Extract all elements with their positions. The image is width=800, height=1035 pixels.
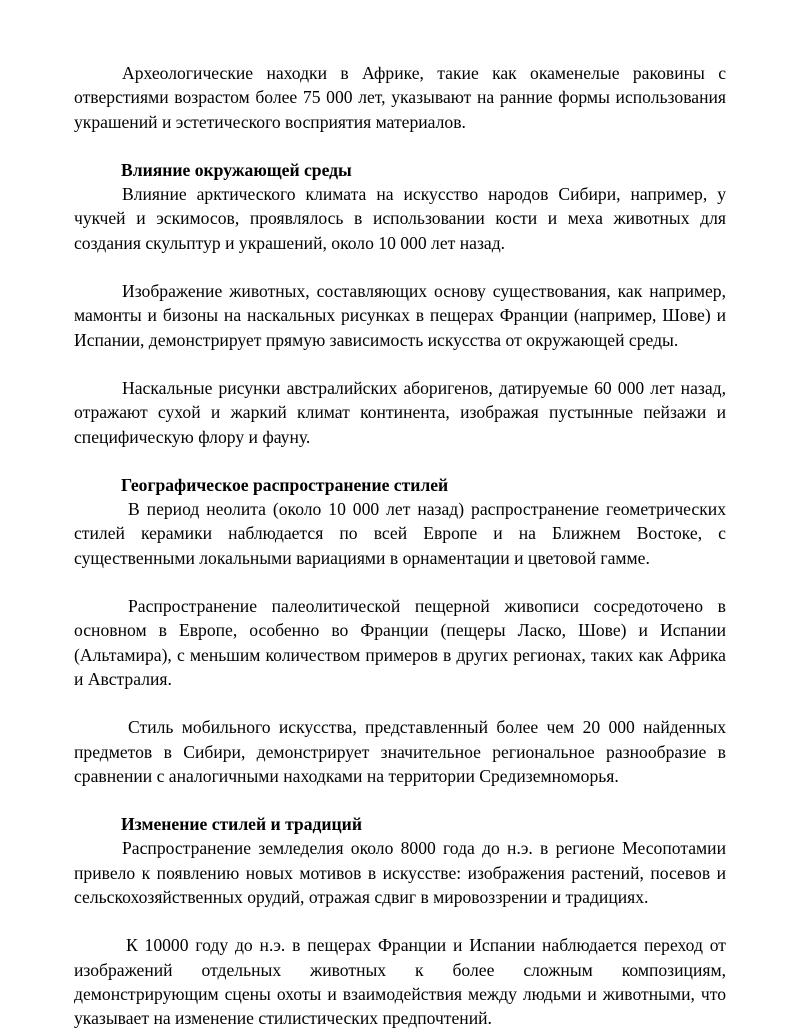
paragraph-mobile-art: Стиль мобильного искусства, представленный более чем 20 000 найденных предметов в Сибири, демонстрирует значительное региональное разнообразие в сравнении с аналогичными находками на территории Средиземноморья. (74, 717, 726, 786)
paragraph-african-finds: Археологические находки в Африке, такие как окаменелые раковины с отверстиями возрастом более 75 000 лет, указывают на ранние формы использования украшений и эстетического восприятия материалов. (74, 63, 726, 132)
paragraph-composition-shift: К 10000 году до н.э. в пещерах Франции и Испании наблюдается переход от изображений отдельных животных к более сложным композициям, демонстрирующим сцены охоты и взаимодействия между людьми и животными, что указывает на изменение стилистических предпочтений. (74, 935, 726, 1029)
paragraph-animal-images: Изображение животных, составляющих основу существования, как например, мамонты и бизоны на наскальных рисунках в пещерах Франции (например, Шове) и Испании, демонстрирует прямую зависимость искусства от окружающей среды. (74, 281, 726, 350)
paragraph-arctic-climate: Влияние арктического климата на искусство народов Сибири, например, у чукчей и эскимосов, проявлялось в использовании кости и меха животных для создания скульптур и украшений, около 10 000 лет назад. (74, 184, 726, 253)
heading-style-changes: Изменение стилей и традиций (121, 814, 362, 835)
paragraph-neolithic-ceramics: В период неолита (около 10 000 лет назад) распространение геометрических стилей керамики наблюдается по всей Европе и на Ближнем Востоке, с существенными локальными вариациями в орнаментации и цветовой гамме. (74, 499, 726, 568)
paragraph-agriculture-spread: Распространение земледелия около 8000 года до н.э. в регионе Месопотамии привело к появлению новых мотивов в искусстве: изображения растений, посевов и сельскохозяйственных орудий, отражая сдвиг в мировоззрении и традициях. (74, 838, 726, 908)
heading-environment-influence: Влияние окружающей среды (121, 159, 352, 180)
heading-geographic-spread: Географическое распространение стилей (121, 474, 449, 495)
paragraph-paleolithic-cave-painting: Распространение палеолитической пещерной живописи сосредоточено в основном в Европе, особенно во Франции (пещеры Ласко, Шове) и Испании (Альтамира), с меньшим количеством примеров в других регионах, таких как Африка и Австралия. (74, 596, 726, 689)
paragraph-australian-rock-art: Наскальные рисунки австралийских аборигенов, датируемые 60 000 лет назад, отражают сухой и жаркий климат континента, изображая пустынные пейзажи и специфическую флору и фауну. (74, 377, 726, 447)
